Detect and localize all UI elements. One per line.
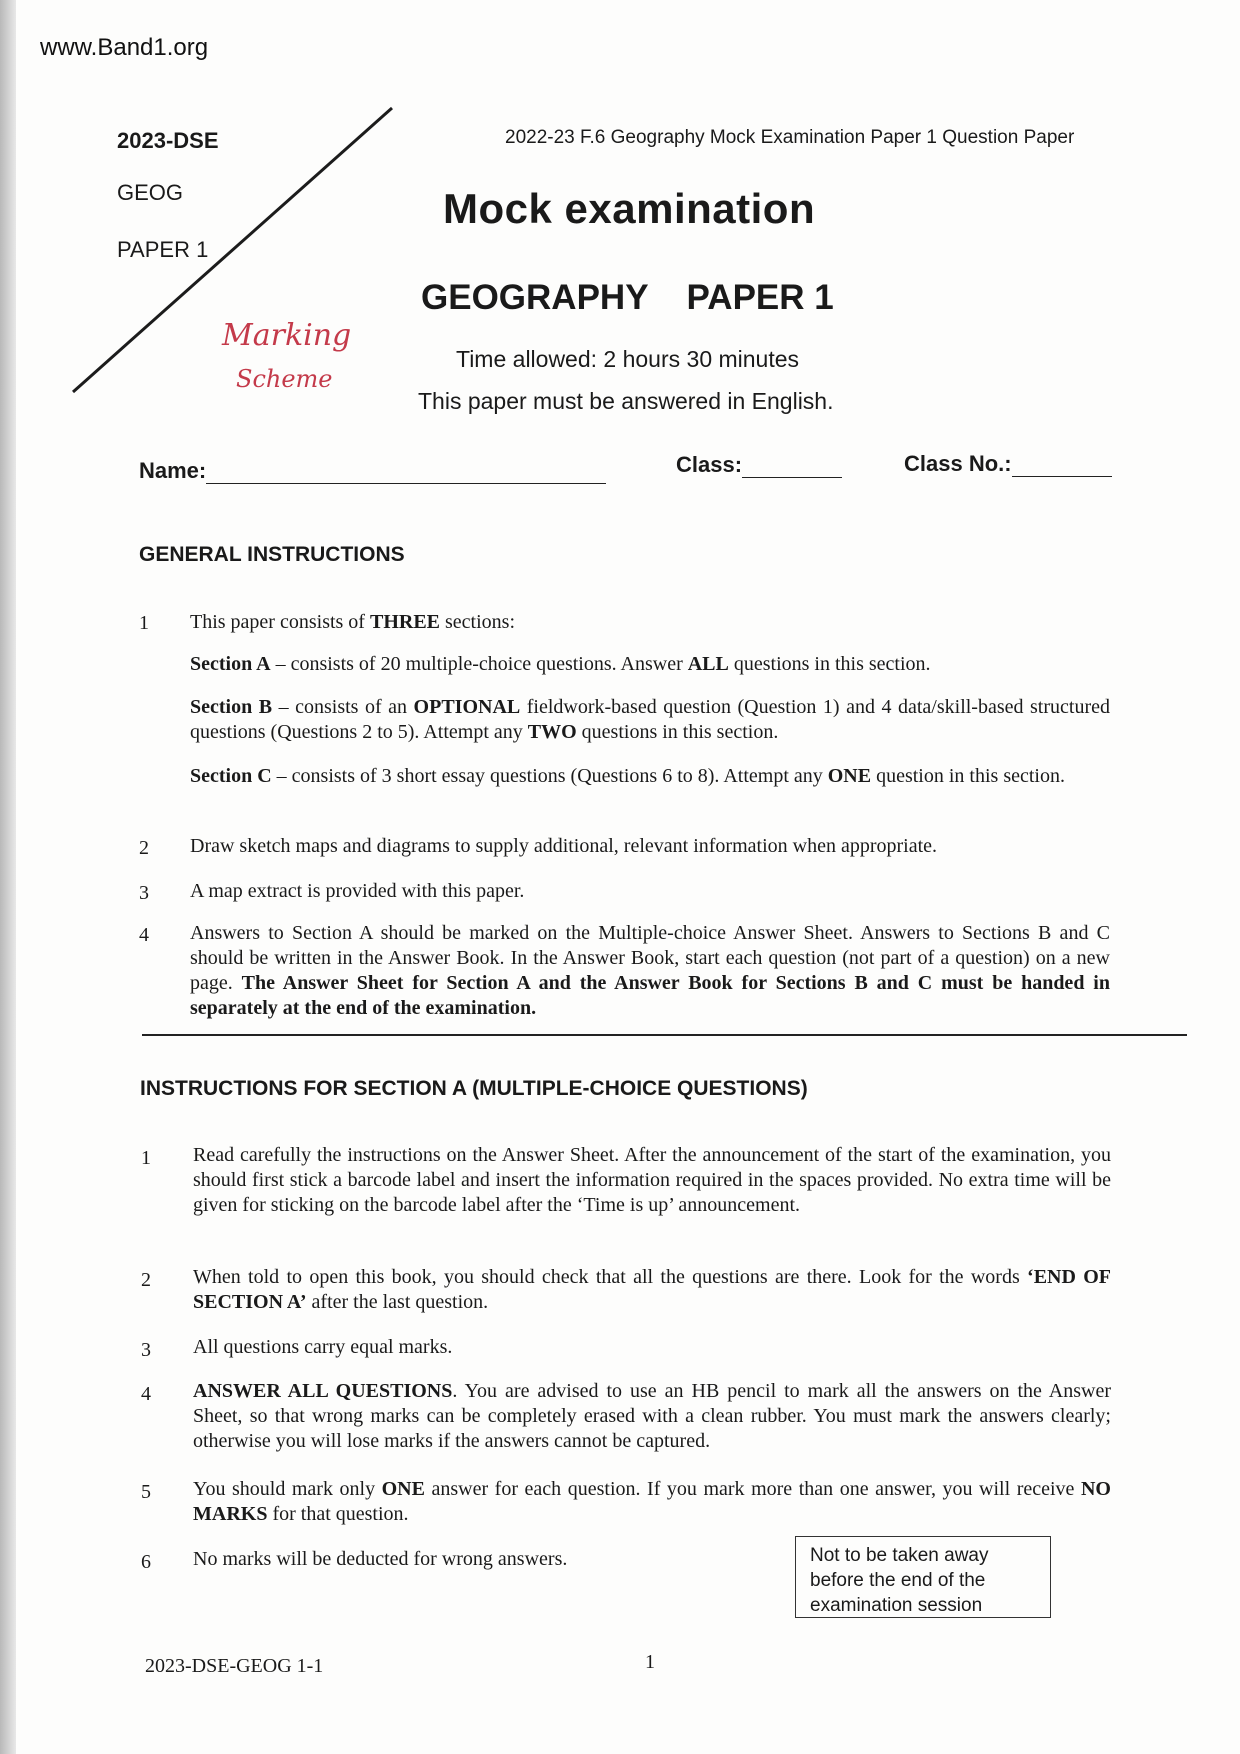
general-item-3: A map extract is provided with this paper. xyxy=(190,880,525,902)
general-item-number: 3 xyxy=(139,882,149,904)
text-run-bold: ‘END OF SECTION A’ xyxy=(193,1266,1111,1313)
section-a-item-5 xyxy=(193,1477,1111,1527)
section-a-item-3: All questions carry equal marks. xyxy=(193,1336,453,1358)
text-run: questions in this section. xyxy=(576,721,779,743)
section-a-instructions-heading: INSTRUCTIONS FOR SECTION A (MULTIPLE-CHOICE QUESTIONS) xyxy=(140,1077,808,1100)
general-item-2: Draw sketch maps and diagrams to supply additional, relevant information when appropriate. xyxy=(190,835,938,857)
name-label: Name: xyxy=(139,458,207,483)
text-run-bold: OPTIONAL xyxy=(413,696,521,718)
class-label: Class: xyxy=(676,452,743,477)
text-run: fieldwork-based question (Question 1) and 4 data/skill-based structured questions (Questions 2 to 5). Attempt any xyxy=(190,696,1110,743)
subject-code: GEOG xyxy=(117,180,184,205)
text-run: question in this section. xyxy=(871,765,1065,787)
general-item-4 xyxy=(190,921,1110,1021)
text-run: – consists of an xyxy=(272,696,414,718)
section-b-description xyxy=(190,695,1110,745)
text-run-bold: ONE xyxy=(381,1478,425,1500)
text-run-bold: NO MARKS xyxy=(193,1478,1111,1525)
text-run-bold: ANSWER ALL QUESTIONS xyxy=(193,1380,453,1402)
text-run-bold: The Answer Sheet for Section A and the Answer Book for Sections B and C must be handed in separately at the end of the examination. xyxy=(190,972,1110,1019)
subject-name: GEOGRAPHY xyxy=(421,278,649,317)
page-number: 1 xyxy=(645,1651,655,1673)
exam-code: 2023-DSE xyxy=(117,128,219,153)
page-title: Mock examination xyxy=(443,185,816,232)
section-a-item-2 xyxy=(193,1265,1111,1315)
section-a-item-number: 3 xyxy=(141,1339,151,1361)
footer-code: 2023-DSE-GEOG 1-1 xyxy=(145,1655,324,1677)
section-a-item-number: 4 xyxy=(141,1383,151,1405)
class-no-blank-line[interactable] xyxy=(1012,454,1112,477)
class-blank-line[interactable] xyxy=(742,455,842,478)
not-to-be-taken-away-notice: Not to be taken away before the end of the examination session xyxy=(795,1536,1051,1618)
section-a-item-1: Read carefully the instructions on the Answer Sheet. After the announcement of the start of the examination, you should first stick a barcode label and insert the information required in the spaces provided. No extra time will be given for sticking on the barcode label after the ‘Time is up’ announcement. xyxy=(193,1144,1111,1216)
general-item-1 xyxy=(190,610,1110,635)
text-run: – consists of 3 short essay questions (Questions 6 to 8). Attempt any xyxy=(271,765,828,787)
handwritten-scheme: Scheme xyxy=(236,365,333,393)
general-item-number: 2 xyxy=(139,837,149,859)
handwritten-marking: Marking xyxy=(222,318,352,353)
text-run: Answers to Section A should be marked on the Multiple-choice Answer Sheet. Answers to Sections B and C should be written in the Answer Book. In the Answer Book, start each question (not part of a question) on a new page. xyxy=(190,922,1110,994)
text-run: sections: xyxy=(440,611,516,633)
text-run-bold: Section A xyxy=(190,653,271,675)
text-run-bold: TWO xyxy=(527,721,577,743)
section-a-item-number: 1 xyxy=(141,1147,151,1169)
text-run: after the last question. xyxy=(306,1291,489,1313)
text-run-bold: Section B xyxy=(190,696,273,718)
general-item-number: 4 xyxy=(139,924,149,946)
section-c-description xyxy=(190,764,1110,789)
subject-heading xyxy=(421,278,872,318)
section-a-item-6: No marks will be deducted for wrong answers. xyxy=(193,1548,568,1570)
section-a-item-number: 2 xyxy=(141,1269,151,1291)
class-no-field xyxy=(904,451,1112,477)
name-field xyxy=(139,458,606,484)
text-run: for that question. xyxy=(267,1503,409,1525)
class-no-label: Class No.: xyxy=(904,451,1012,476)
diagonal-strike-line xyxy=(60,100,400,400)
text-run: This paper consists of xyxy=(190,611,370,633)
section-a-description xyxy=(190,652,1110,677)
time-allowed: Time allowed: 2 hours 30 minutes xyxy=(456,346,800,372)
paper-name: PAPER 1 xyxy=(686,278,834,317)
watermark-url: www.Band1.org xyxy=(40,34,209,61)
name-blank-line[interactable] xyxy=(206,461,606,484)
text-run-bold: ONE xyxy=(827,765,872,787)
text-run-bold: Section C xyxy=(190,765,272,787)
text-run: questions in this section. xyxy=(728,653,931,675)
class-field xyxy=(676,452,842,478)
section-divider xyxy=(142,1034,1187,1036)
section-a-item-number: 6 xyxy=(141,1551,151,1573)
language-note: This paper must be answered in English. xyxy=(418,388,834,414)
section-a-item-4 xyxy=(193,1379,1111,1454)
text-run: – consists of 20 multiple-choice questions. Answer xyxy=(270,653,688,675)
paper-code: PAPER 1 xyxy=(117,237,209,262)
text-run-bold: THREE xyxy=(369,611,441,633)
text-run: answer for each question. If you mark more than one answer, you will receive xyxy=(424,1478,1081,1500)
text-run: When told to open this book, you should check that all the questions are there. Look for the words xyxy=(193,1266,1028,1288)
general-instructions-heading: GENERAL INSTRUCTIONS xyxy=(139,543,405,566)
section-a-item-number: 5 xyxy=(141,1481,151,1503)
text-run: You should mark only xyxy=(193,1478,382,1500)
header-title: 2022-23 F.6 Geography Mock Examination Paper 1 Question Paper xyxy=(505,127,1075,148)
text-run-bold: ALL xyxy=(687,653,729,675)
general-item-number: 1 xyxy=(139,612,149,634)
text-run: . You are advised to use an HB pencil to mark all the answers on the Answer Sheet, so that wrong marks can be completely erased with a clean rubber. You must mark the answers clearly; otherwise you will lose marks if the answers cannot be captured. xyxy=(193,1380,1111,1452)
scan-edge xyxy=(0,0,16,1754)
